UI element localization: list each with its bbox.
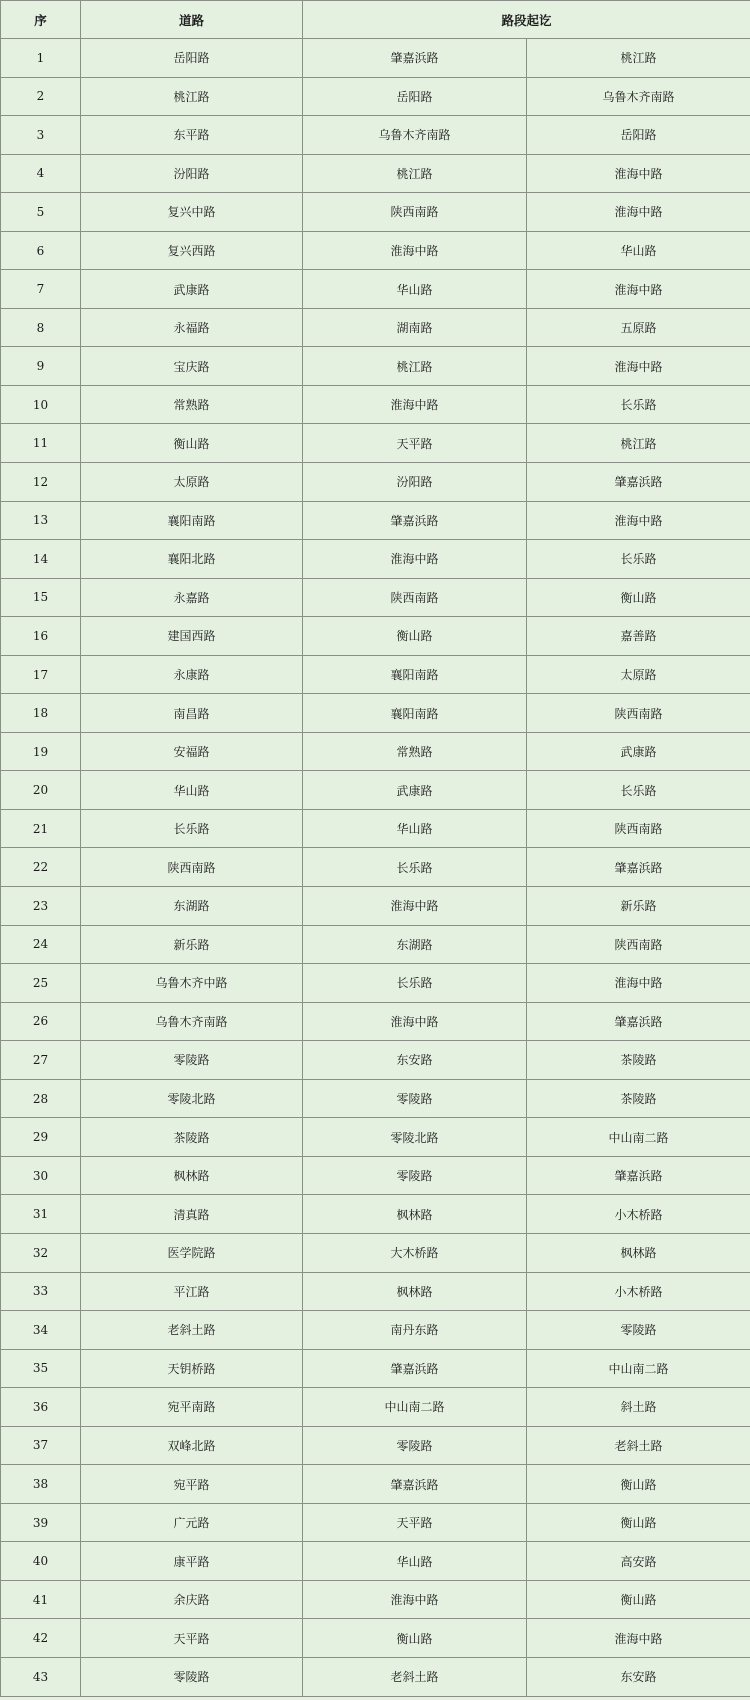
road-name: 乌鲁木齐南路	[81, 1002, 303, 1041]
table-row	[1, 463, 750, 502]
road-name: 宝庆路	[81, 347, 303, 386]
table-row	[1, 1272, 750, 1311]
row-number: 13	[1, 501, 81, 540]
row-number: 6	[1, 231, 81, 270]
segment-end: 小木桥路	[527, 1272, 750, 1311]
row-number: 36	[1, 1388, 81, 1427]
segment-start: 湖南路	[303, 308, 527, 347]
segment-start: 桃江路	[303, 154, 527, 193]
segment-start: 零陵路	[303, 1426, 527, 1465]
row-number: 20	[1, 771, 81, 810]
segment-end: 衡山路	[527, 1503, 750, 1542]
segment-end: 茶陵路	[527, 1079, 750, 1118]
segment-start: 淮海中路	[303, 540, 527, 579]
road-name: 平江路	[81, 1272, 303, 1311]
segment-start: 长乐路	[303, 964, 527, 1003]
table-row	[1, 925, 750, 964]
segment-start: 老斜土路	[303, 1657, 527, 1696]
segment-end: 高安路	[527, 1542, 750, 1581]
segment-end: 淮海中路	[527, 501, 750, 540]
table-row	[1, 809, 750, 848]
segment-end: 长乐路	[527, 385, 750, 424]
row-number: 32	[1, 1233, 81, 1272]
road-name: 永康路	[81, 655, 303, 694]
segment-start: 东湖路	[303, 925, 527, 964]
road-name: 乌鲁木齐中路	[81, 964, 303, 1003]
row-number: 33	[1, 1272, 81, 1311]
segment-start: 陕西南路	[303, 193, 527, 232]
table-row	[1, 231, 750, 270]
segment-start: 襄阳南路	[303, 655, 527, 694]
table-row	[1, 1349, 750, 1388]
segment-start: 零陵北路	[303, 1118, 527, 1157]
segment-end: 新乐路	[527, 887, 750, 926]
road-name: 东湖路	[81, 887, 303, 926]
table-row	[1, 347, 750, 386]
table-row	[1, 1233, 750, 1272]
segment-end: 五原路	[527, 308, 750, 347]
row-number: 14	[1, 540, 81, 579]
table-row	[1, 1079, 750, 1118]
table-row	[1, 578, 750, 617]
table-row	[1, 1156, 750, 1195]
road-name: 安福路	[81, 732, 303, 771]
row-number: 24	[1, 925, 81, 964]
header-road: 道路	[81, 1, 303, 39]
segment-end: 衡山路	[527, 1580, 750, 1619]
segment-start: 枫林路	[303, 1272, 527, 1311]
table-row	[1, 964, 750, 1003]
segment-start: 淮海中路	[303, 385, 527, 424]
table-row	[1, 887, 750, 926]
segment-start: 中山南二路	[303, 1388, 527, 1427]
segment-start: 零陵路	[303, 1156, 527, 1195]
segment-end: 中山南二路	[527, 1118, 750, 1157]
segment-start: 衡山路	[303, 617, 527, 656]
row-number: 40	[1, 1542, 81, 1581]
segment-end: 淮海中路	[527, 154, 750, 193]
row-number: 10	[1, 385, 81, 424]
segment-start: 淮海中路	[303, 231, 527, 270]
segment-end: 衡山路	[527, 1465, 750, 1504]
road-name: 复兴西路	[81, 231, 303, 270]
table-row	[1, 732, 750, 771]
segment-end: 陕西南路	[527, 925, 750, 964]
row-number: 34	[1, 1311, 81, 1350]
row-number: 38	[1, 1465, 81, 1504]
table-row	[1, 385, 750, 424]
row-number: 8	[1, 308, 81, 347]
table-row	[1, 501, 750, 540]
segment-end: 淮海中路	[527, 1619, 750, 1658]
segment-end: 老斜土路	[527, 1426, 750, 1465]
row-number: 31	[1, 1195, 81, 1234]
road-name: 零陵路	[81, 1657, 303, 1696]
row-number: 19	[1, 732, 81, 771]
table-row	[1, 1195, 750, 1234]
row-number: 2	[1, 77, 81, 116]
segment-start: 肇嘉浜路	[303, 1465, 527, 1504]
segment-end: 长乐路	[527, 540, 750, 579]
table-row	[1, 617, 750, 656]
road-name: 枫林路	[81, 1156, 303, 1195]
table-row	[1, 655, 750, 694]
segment-start: 襄阳南路	[303, 694, 527, 733]
row-number: 4	[1, 154, 81, 193]
segment-start: 武康路	[303, 771, 527, 810]
road-name: 襄阳南路	[81, 501, 303, 540]
row-number: 12	[1, 463, 81, 502]
row-number: 37	[1, 1426, 81, 1465]
table-row	[1, 1041, 750, 1080]
segment-end: 肇嘉浜路	[527, 848, 750, 887]
road-name: 医学院路	[81, 1233, 303, 1272]
row-number: 26	[1, 1002, 81, 1041]
row-number: 17	[1, 655, 81, 694]
row-number: 28	[1, 1079, 81, 1118]
row-number: 18	[1, 694, 81, 733]
table-row	[1, 1465, 750, 1504]
segment-start: 南丹东路	[303, 1311, 527, 1350]
segment-end: 嘉善路	[527, 617, 750, 656]
road-name: 老斜土路	[81, 1311, 303, 1350]
table-row	[1, 771, 750, 810]
row-number: 25	[1, 964, 81, 1003]
segment-end: 陕西南路	[527, 694, 750, 733]
table-row	[1, 1002, 750, 1041]
road-name: 广元路	[81, 1503, 303, 1542]
segment-end: 乌鲁木齐南路	[527, 77, 750, 116]
road-name: 汾阳路	[81, 154, 303, 193]
segment-end: 斜土路	[527, 1388, 750, 1427]
segment-start: 天平路	[303, 424, 527, 463]
segment-start: 淮海中路	[303, 1002, 527, 1041]
segment-start: 长乐路	[303, 848, 527, 887]
road-name: 余庆路	[81, 1580, 303, 1619]
segment-start: 乌鲁木齐南路	[303, 116, 527, 155]
segment-start: 东安路	[303, 1041, 527, 1080]
segment-end: 枫林路	[527, 1233, 750, 1272]
road-name: 复兴中路	[81, 193, 303, 232]
table-row	[1, 1542, 750, 1581]
table-row	[1, 1503, 750, 1542]
row-number: 5	[1, 193, 81, 232]
segment-end: 零陵路	[527, 1311, 750, 1350]
road-name: 长乐路	[81, 809, 303, 848]
segment-end: 桃江路	[527, 39, 750, 78]
road-name: 桃江路	[81, 77, 303, 116]
row-number: 42	[1, 1619, 81, 1658]
segment-start: 华山路	[303, 1542, 527, 1581]
road-name: 东平路	[81, 116, 303, 155]
segment-start: 肇嘉浜路	[303, 501, 527, 540]
row-number: 16	[1, 617, 81, 656]
road-name: 南昌路	[81, 694, 303, 733]
segment-start: 陕西南路	[303, 578, 527, 617]
row-number: 9	[1, 347, 81, 386]
table-row	[1, 1426, 750, 1465]
segment-end: 华山路	[527, 231, 750, 270]
segment-start: 淮海中路	[303, 1580, 527, 1619]
row-number: 27	[1, 1041, 81, 1080]
segment-end: 长乐路	[527, 771, 750, 810]
row-number: 35	[1, 1349, 81, 1388]
segment-end: 武康路	[527, 732, 750, 771]
row-number: 7	[1, 270, 81, 309]
header-row	[1, 1, 750, 39]
road-name: 康平路	[81, 1542, 303, 1581]
road-name: 天平路	[81, 1619, 303, 1658]
table-header	[1, 1, 750, 39]
road-name: 新乐路	[81, 925, 303, 964]
road-name: 零陵路	[81, 1041, 303, 1080]
segment-start: 大木桥路	[303, 1233, 527, 1272]
segment-end: 茶陵路	[527, 1041, 750, 1080]
road-name: 清真路	[81, 1195, 303, 1234]
segment-start: 华山路	[303, 270, 527, 309]
segment-start: 常熟路	[303, 732, 527, 771]
segment-start: 天平路	[303, 1503, 527, 1542]
table-row	[1, 308, 750, 347]
segment-end: 中山南二路	[527, 1349, 750, 1388]
segment-start: 华山路	[303, 809, 527, 848]
segment-end: 淮海中路	[527, 964, 750, 1003]
segment-end: 淮海中路	[527, 270, 750, 309]
segment-end: 肇嘉浜路	[527, 463, 750, 502]
table-body	[1, 39, 750, 1697]
row-number: 29	[1, 1118, 81, 1157]
table-row	[1, 39, 750, 78]
row-number: 15	[1, 578, 81, 617]
segment-start: 肇嘉浜路	[303, 1349, 527, 1388]
row-number: 30	[1, 1156, 81, 1195]
segment-start: 零陵路	[303, 1079, 527, 1118]
table-row	[1, 848, 750, 887]
road-name: 襄阳北路	[81, 540, 303, 579]
header-number: 序	[1, 1, 81, 39]
segment-end: 淮海中路	[527, 347, 750, 386]
row-number: 23	[1, 887, 81, 926]
road-name: 永嘉路	[81, 578, 303, 617]
segment-end: 东安路	[527, 1657, 750, 1696]
segment-end: 岳阳路	[527, 116, 750, 155]
row-number: 39	[1, 1503, 81, 1542]
road-name: 常熟路	[81, 385, 303, 424]
segment-end: 淮海中路	[527, 193, 750, 232]
row-number: 22	[1, 848, 81, 887]
row-number: 43	[1, 1657, 81, 1696]
segment-end: 衡山路	[527, 578, 750, 617]
segment-start: 衡山路	[303, 1619, 527, 1658]
road-name: 双峰北路	[81, 1426, 303, 1465]
table-row	[1, 694, 750, 733]
road-name: 衡山路	[81, 424, 303, 463]
table-row	[1, 1619, 750, 1658]
segment-start: 桃江路	[303, 347, 527, 386]
road-name: 宛平路	[81, 1465, 303, 1504]
row-number: 3	[1, 116, 81, 155]
road-name: 零陵北路	[81, 1079, 303, 1118]
segment-end: 肇嘉浜路	[527, 1002, 750, 1041]
table-row	[1, 270, 750, 309]
table-row	[1, 1580, 750, 1619]
table-row	[1, 1311, 750, 1350]
table-row	[1, 540, 750, 579]
road-name: 太原路	[81, 463, 303, 502]
road-name: 建国西路	[81, 617, 303, 656]
table-row	[1, 77, 750, 116]
table-row	[1, 424, 750, 463]
road-name: 华山路	[81, 771, 303, 810]
table-row	[1, 1118, 750, 1157]
row-number: 1	[1, 39, 81, 78]
table-row	[1, 1657, 750, 1696]
header-segment: 路段起讫	[303, 1, 750, 39]
row-number: 41	[1, 1580, 81, 1619]
road-name: 天钥桥路	[81, 1349, 303, 1388]
segment-start: 汾阳路	[303, 463, 527, 502]
table-row	[1, 116, 750, 155]
road-name: 陕西南路	[81, 848, 303, 887]
road-name: 岳阳路	[81, 39, 303, 78]
road-name: 茶陵路	[81, 1118, 303, 1157]
segment-end: 小木桥路	[527, 1195, 750, 1234]
segment-end: 陕西南路	[527, 809, 750, 848]
segment-start: 肇嘉浜路	[303, 39, 527, 78]
table-row	[1, 154, 750, 193]
road-name: 永福路	[81, 308, 303, 347]
road-name: 宛平南路	[81, 1388, 303, 1427]
road-name: 武康路	[81, 270, 303, 309]
segment-start: 淮海中路	[303, 887, 527, 926]
segment-end: 桃江路	[527, 424, 750, 463]
row-number: 11	[1, 424, 81, 463]
table-row	[1, 1388, 750, 1427]
segment-end: 太原路	[527, 655, 750, 694]
segment-end: 肇嘉浜路	[527, 1156, 750, 1195]
table-row	[1, 193, 750, 232]
row-number: 21	[1, 809, 81, 848]
segment-start: 岳阳路	[303, 77, 527, 116]
segment-start: 枫林路	[303, 1195, 527, 1234]
